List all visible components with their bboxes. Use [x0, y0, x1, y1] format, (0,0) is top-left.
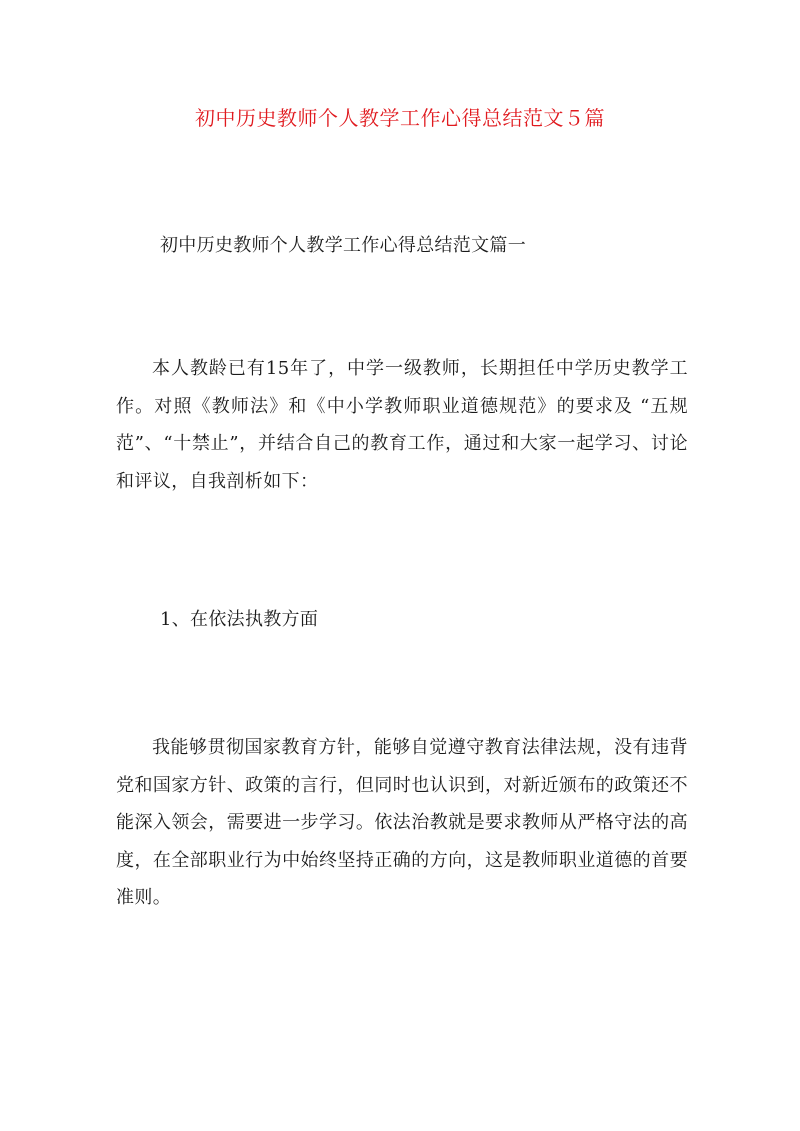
body-paragraph-intro: 本人教龄已有15年了，中学一级教师，长期担任中学历史教学工作。对照《教师法》和《中小学教师职业道德规范》的要求及 “五规范”、“十禁止”，并结合自己的教育工作，通过和大家一起学习、讨论和评议，自我剖析如下：: [116, 358, 688, 492]
body-paragraph-law-teaching: 我能够贯彻国家教育方针，能够自觉遵守教育法律法规，没有违背党和国家方针、政策的言行，但同时也认识到，对新近颁布的政策还不能深入领会，需要进一步学习。依法治教就是要求教师从严格守法的高度，在全部职业行为中始终坚持正确的方向，这是教师职业道德的首要准则。: [116, 737, 688, 908]
section-title: 初中历史教师个人教学工作心得总结范文篇一: [160, 235, 526, 256]
subheading-law-teaching: 1、在依法执教方面: [160, 609, 319, 630]
document-title: 初中历史教师个人教学工作心得总结范文５篇: [195, 106, 605, 130]
